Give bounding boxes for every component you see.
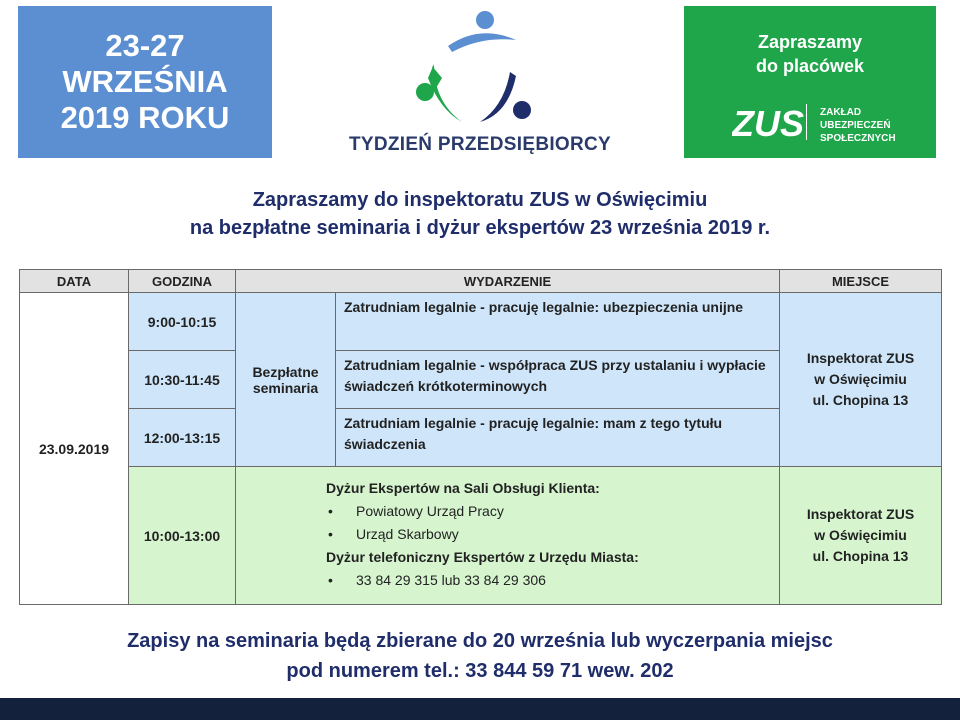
list-item: • Urząd Skarbowy [326, 523, 779, 546]
experts-phone-heading: Dyżur telefoniczny Ekspertów z Urzędu Miasta: [326, 549, 639, 565]
seminar-group-line2: seminaria [252, 379, 319, 396]
header-time: GODZINA [129, 270, 236, 293]
people-circle-icon [330, 6, 630, 131]
place-line3: ul. Chopina 13 [812, 548, 909, 564]
zus-name-line1: ZAKŁAD [820, 107, 862, 118]
zus-invite-text [684, 30, 936, 78]
seminar-time: 9:00-10:15 [129, 293, 236, 351]
zus-invite-line1: Zapraszamy [757, 32, 863, 52]
schedule-table [19, 269, 942, 605]
headline [0, 186, 960, 242]
place-line2: w Oświęcimiu [814, 527, 907, 543]
seminar-title: Zatrudniam legalnie - współpraca ZUS przy ustalaniu i wypłacie świadczeń krótkoterminowych [336, 351, 780, 409]
seminar-group-line1: Bezpłatne [252, 363, 319, 380]
table-header-row [20, 270, 942, 293]
place-experts-cell [780, 467, 942, 605]
bottom-bar [0, 698, 960, 720]
seminar-time: 10:30-11:45 [129, 351, 236, 409]
zus-mark-text: ZUS [732, 103, 804, 144]
tydzien-przedsiebiorcy-logo [330, 6, 630, 166]
list-item: • Powiatowy Urząd Pracy [326, 500, 779, 523]
experts-time: 10:00-13:00 [129, 467, 236, 605]
logo-text: TYDZIEŃ PRZEDSIĘBIORCY [348, 134, 612, 155]
zus-name-line3: SPOŁECZNYCH [820, 133, 896, 144]
place-seminars-cell [780, 293, 942, 467]
seminar-time: 12:00-13:15 [129, 409, 236, 467]
header-event: WYDARZENIE [236, 270, 780, 293]
seminar-title: Zatrudniam legalnie - pracuję legalnie: mam z tego tytułu świadczenia [336, 409, 780, 467]
date-year: 2019 ROKU [60, 100, 230, 135]
seminar-group-cell [236, 293, 336, 467]
date-range: 23-27 [105, 28, 185, 63]
table-row [20, 467, 942, 605]
header-date: DATA [20, 270, 129, 293]
zus-invite-line2: do placówek [755, 56, 865, 76]
experts-hall-heading: Dyżur Ekspertów na Sali Obsługi Klienta: [326, 480, 600, 496]
seminar-title: Zatrudniam legalnie - pracuję legalnie: ubezpieczenia unijne [336, 293, 780, 351]
zus-name-line2: UBEZPIECZEŃ [820, 120, 891, 131]
date-month: WRZEŚNIA [62, 64, 228, 99]
place-line1: Inspektorat ZUS [806, 350, 915, 366]
event-date-box [18, 6, 272, 158]
footer-line2: pod numerem tel.: 33 844 59 71 wew. 202 [286, 660, 674, 682]
header-place: MIEJSCE [780, 270, 942, 293]
place-line3: ul. Chopina 13 [812, 392, 909, 408]
experts-cell [236, 467, 780, 605]
headline-line1: Zapraszamy do inspektoratu ZUS w Oświęcimiu [252, 189, 708, 211]
place-line1: Inspektorat ZUS [806, 506, 915, 522]
table-row [20, 293, 942, 351]
zus-logo-mark [732, 102, 804, 144]
zus-full-name [820, 106, 896, 145]
zus-divider [806, 104, 807, 140]
list-item: • 33 84 29 315 lub 33 84 29 306 [326, 569, 779, 592]
footer-line1: Zapisy na seminaria będą zbierane do 20 września lub wyczerpania miejsc [127, 630, 833, 652]
registration-note [0, 626, 960, 686]
date-cell: 23.09.2019 [20, 293, 129, 605]
headline-line2: na bezpłatne seminaria i dyżur ekspertów 23 września 2019 r. [189, 217, 771, 239]
zus-invite-box [684, 6, 936, 158]
place-line2: w Oświęcimiu [814, 371, 907, 387]
